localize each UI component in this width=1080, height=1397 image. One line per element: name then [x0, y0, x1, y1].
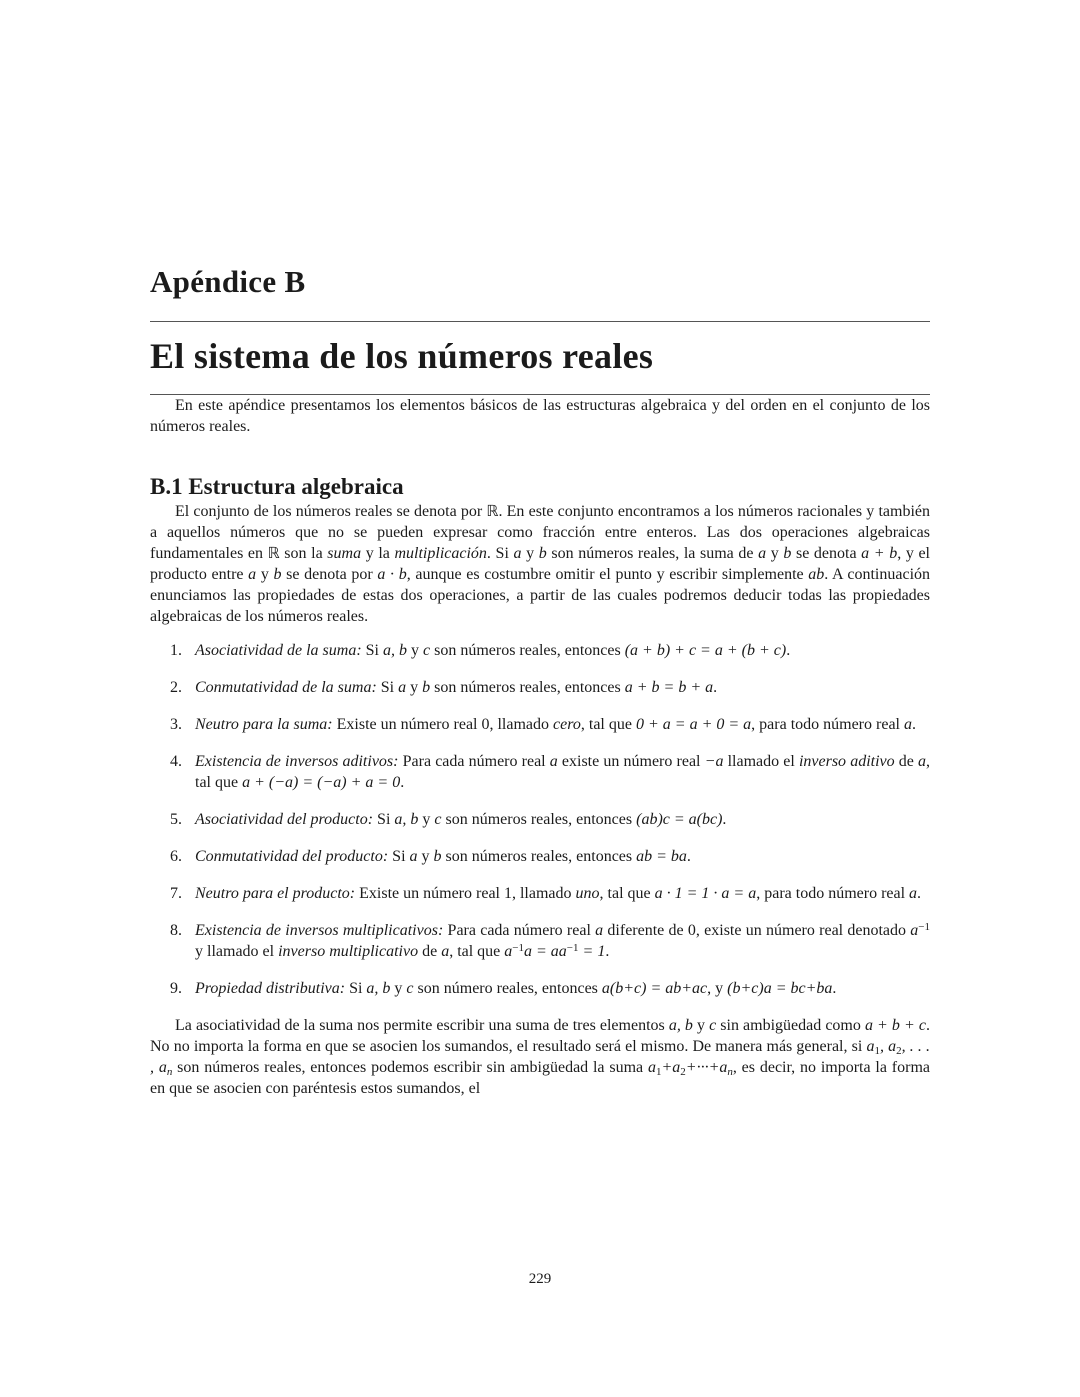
- section-heading: B.1 Estructura algebraica: [150, 474, 404, 499]
- item-text: Existencia de inversos aditivos: Para cada número real a existe un número real −a llamado el inverso aditivo de a, tal que a + (−a) = (−a) + a = 0.: [195, 753, 931, 791]
- properties-list: [150, 640, 930, 999]
- item-text: Asociatividad del producto: Si a, b y c son números reales, entonces (ab)c = a(bc).: [195, 811, 727, 828]
- appendix-label: Apéndice B: [150, 264, 306, 299]
- item-number: 4.: [170, 753, 182, 770]
- item-text: Neutro para la suma: Existe un número real 0, llamado cero, tal que 0 + a = a + 0 = a, para todo número real a.: [195, 716, 916, 733]
- item-number: 7.: [170, 885, 182, 902]
- item-text: Conmutatividad del producto: Si a y b son números reales, entonces ab = ba.: [195, 848, 691, 865]
- item-number: 3.: [170, 716, 182, 733]
- list-item-2: [150, 677, 930, 698]
- list-item-4: [150, 751, 930, 793]
- list-item-6: [150, 846, 930, 867]
- list-item-5: [150, 809, 930, 830]
- item-text: Existencia de inversos multiplicativos: Para cada número real a diferente de 0, existe un número real denotado $a^{-1}$ y llamado el inverso multiplicativo de a, tal que $a^{-1}a = aa^{-1} = 1$.: [195, 921, 930, 960]
- item-number: 6.: [170, 848, 182, 865]
- chapter-title: El sistema de los números reales: [150, 336, 654, 376]
- list-item-7: [150, 883, 930, 904]
- intro-paragraph: En este apéndice presentamos los elementos básicos de las estructuras algebraica y del orden en el conjunto de los números reales.: [150, 397, 930, 435]
- item-number: 2.: [170, 679, 182, 696]
- item-text: Neutro para el producto: Existe un número real 1, llamado uno, tal que a · 1 = 1 · a = a, para todo número real a.: [195, 885, 922, 902]
- item-number: 1.: [170, 642, 182, 659]
- list-item-3: [150, 714, 930, 735]
- item-number: 5.: [170, 811, 182, 828]
- list-item-1: [150, 640, 930, 661]
- page-content: [150, 0, 930, 1099]
- closing-paragraph: La asociatividad de la suma nos permite escribir una suma de tres elementos a, b y c sin ambigüedad como a + b + c. No no importa la forma en que se asocien los sumandos, el resultado será el mismo. De manera más general, si $a_1$, $a_2$, . . . , $a_n$ son números reales, entonces podemos escribir sin ambigüedad la suma $a_1+a_2+\cdot\cdot\cdot+a_n$, es decir, no importa la forma en que se asocien con paréntesis estos sumandos, el: [150, 1017, 931, 1097]
- item-number: 9.: [170, 980, 182, 997]
- page-number: 229: [528, 1271, 552, 1287]
- section-paragraph: El conjunto de los números reales se denota por ℝ. En este conjunto encontramos a los números racionales y también a aquellos números que no se pueden expresar como fracción entre enteros. Las dos operaciones algebraicas fundamentales en ℝ son la suma y la multiplicación. Si a y b son números reales, la suma de a y b se denota a + b, y el producto entre a y b se denota por a · b, aunque es costumbre omitir el punto y escribir simplemente ab. A continuación enunciamos las propiedades de estas dos operaciones, a partir de las cuales podremos deducir todas las propiedades algebraicas de los números reales.: [150, 502, 931, 625]
- item-text: Propiedad distributiva: Si a, b y c son número reales, entonces a(b+c) = ab+ac, y (b+c)a = bc+ba.: [195, 980, 837, 997]
- item-text: Conmutatividad de la suma: Si a y b son números reales, entonces a + b = b + a.: [195, 679, 718, 696]
- item-text: Asociatividad de la suma: Si a, b y c son números reales, entonces (a + b) + c = a + (b + c).: [195, 642, 791, 659]
- list-item-9: [150, 978, 930, 999]
- title-rule-top: [150, 321, 930, 322]
- item-number: 8.: [170, 922, 182, 939]
- list-item-8: [150, 920, 930, 962]
